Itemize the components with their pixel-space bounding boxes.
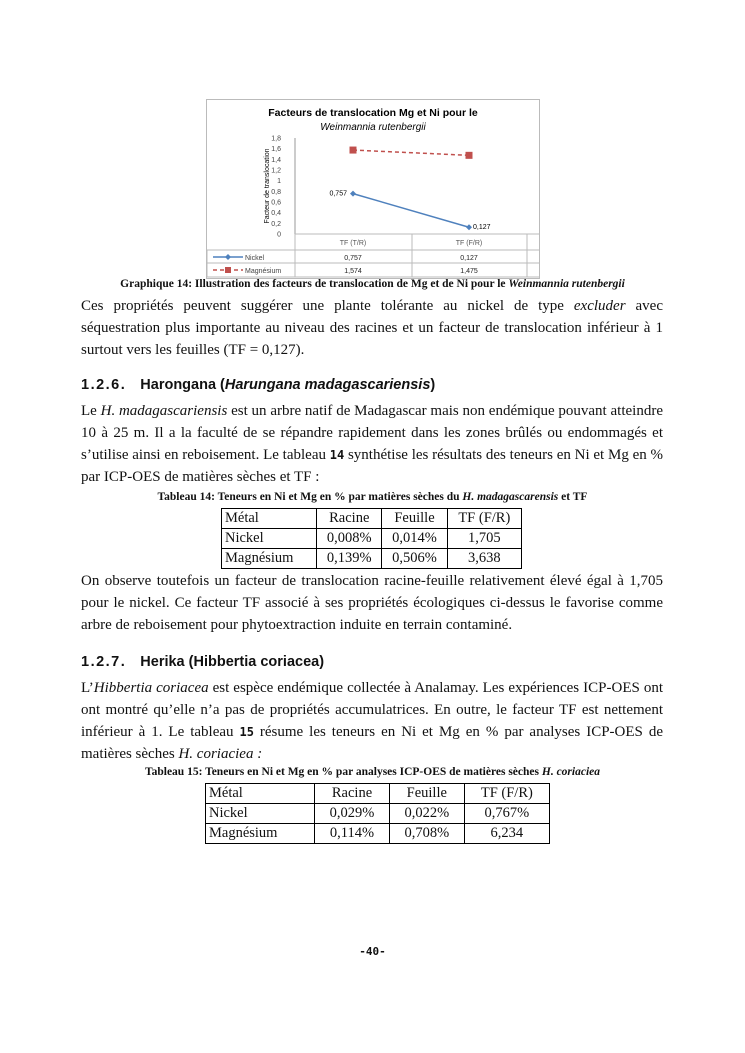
y-tick-label: 0,8 [271, 188, 281, 196]
translocation-chart [206, 99, 540, 279]
category-label: TF (F/R) [455, 240, 483, 247]
text: Le [81, 403, 101, 419]
legend-label: Nickel [245, 255, 265, 262]
cell: Nickel [206, 804, 315, 824]
heading-text: ) [430, 377, 436, 393]
data-point [466, 152, 473, 159]
legend-marker [225, 254, 231, 260]
caption-text: Tableau 15: Teneurs en Ni et Mg en % par analyses ICP-OES de matières sèches [145, 766, 542, 778]
table-14-caption [0, 491, 745, 503]
cell: 0,014% [382, 529, 447, 549]
chart-title: Facteurs de translocation Mg et Ni pour le [268, 107, 478, 119]
table-row [222, 549, 522, 569]
heading-number: 1.2.6. [81, 377, 127, 393]
table-value: 1,574 [344, 268, 362, 275]
text: Ces propriétés peuvent suggérer une plante tolérante au nickel de type [81, 298, 574, 314]
text: avec séquestration plus importante au niveau des racines et un facteur de translocation inférieur à 1 surtout vers les feuilles (TF = 0,127). [81, 298, 663, 358]
chart-subtitle: Weinmannia rutenbergii [320, 122, 426, 133]
text: L’ [81, 680, 94, 696]
text-italic: H. madagascariensis [100, 403, 228, 419]
header-cell: Feuille [389, 784, 464, 804]
text: est un arbre natif de Madagascar mais non endémique pouvant atteindre 10 à 25 m. Il a la faculté de se répandre rapidement dans les zones brûlés ou endommagés et s’utilise ainsi en reboisement. Le tableau [81, 403, 663, 463]
header-cell: Racine [317, 509, 382, 529]
table-row [222, 529, 522, 549]
header-cell: Métal [222, 509, 317, 529]
cell: 0,114% [315, 824, 390, 844]
table-row [206, 804, 550, 824]
cell: 0,139% [317, 549, 382, 569]
series-line-magnésium [353, 150, 469, 155]
caption-species: H. madagascarensis [462, 491, 559, 503]
caption-text: Graphique 14: Illustration des facteurs de translocation de Mg et de Ni pour le [120, 278, 509, 290]
data-label: 0,127 [473, 224, 491, 232]
legend-label: Magnésium [245, 268, 282, 275]
header-cell: Feuille [382, 509, 447, 529]
cell: 0,022% [389, 804, 464, 824]
y-tick-label: 0 [277, 231, 281, 239]
header-cell: Racine [315, 784, 390, 804]
section-heading-1-2-6 [81, 377, 435, 393]
data-point [350, 191, 356, 197]
table-value: 0,127 [460, 255, 478, 262]
table-15 [205, 783, 550, 844]
paragraph-4 [81, 677, 663, 765]
cell: 3,638 [447, 549, 521, 569]
caption-species: Weinmannia rutenbergii [508, 278, 625, 290]
cell: Magnésium [206, 824, 315, 844]
paragraph-2 [81, 400, 663, 488]
text: résume les teneurs en Ni et Mg en % par analyses ICP-OES de matières sèches [81, 724, 663, 762]
cell: 0,506% [382, 549, 447, 569]
header-cell: TF (F/R) [464, 784, 549, 804]
table-14 [221, 508, 522, 569]
page-number: -40- [359, 945, 386, 958]
paragraph-3: On observe toutefois un facteur de translocation racine-feuille relativement élevé égal à 1,705 pour le nickel. Ce facteur TF associé à ses propriétés écologiques ci-dessus le favorise comme arbre de reboisement pour phytoextraction induite en terrain contaminé. [81, 573, 663, 633]
table-header-row [206, 784, 550, 804]
y-tick-label: 0,6 [271, 199, 281, 207]
table-value: 1,475 [460, 268, 478, 275]
caption-text: et TF [558, 491, 588, 503]
y-tick-label: 1,8 [271, 135, 281, 143]
data-point [466, 224, 472, 230]
header-cell: TF (F/R) [447, 509, 521, 529]
data-label: 0,757 [329, 190, 347, 198]
heading-species: Harungana madagascariensis [224, 377, 431, 393]
table-row [206, 824, 550, 844]
y-tick-label: 1,6 [271, 146, 281, 154]
cell: 6,234 [464, 824, 549, 844]
table-15-caption [0, 766, 745, 778]
caption-text: Tableau 14: Teneurs en Ni et Mg en % par matières sèches du [157, 491, 463, 503]
data-point [350, 147, 357, 154]
caption-species: H. coriaciea [541, 766, 600, 778]
text: est espèce endémique collectée à Analamay. Les expériences ICP-OES ont ont montré qu’elle n’a pas de propriétés accumulatrices. En outre, le facteur TF est nettement inférieur à 1. Le tableau [81, 680, 664, 740]
cell: 0,029% [315, 804, 390, 824]
heading-text: Harongana ( [140, 377, 225, 393]
heading-text: Herika (Hibbertia coriacea) [140, 654, 325, 670]
table-reference: 14 [329, 448, 345, 462]
section-heading-1-2-7 [81, 654, 324, 670]
y-axis-label: Facteur de translocation [264, 148, 271, 224]
text: synthétise les résultats des teneurs en Ni et Mg en % par ICP-OES de matières sèches et TF : [81, 447, 664, 485]
y-tick-label: 1,2 [271, 167, 281, 175]
series-line-nickel [353, 194, 469, 228]
cell: 0,008% [317, 529, 382, 549]
y-tick-label: 1,4 [271, 156, 281, 164]
text-italic: Hibbertia coriacea [93, 680, 209, 696]
figure-caption [0, 278, 745, 290]
cell: 0,708% [389, 824, 464, 844]
text-italic: excluder [573, 298, 626, 314]
text-italic: H. coriaciea : [178, 746, 263, 762]
y-tick-label: 1 [277, 178, 281, 186]
category-label: TF (T/R) [339, 240, 367, 247]
y-tick-label: 0,4 [271, 210, 281, 218]
header-cell: Métal [206, 784, 315, 804]
cell: Magnésium [222, 549, 317, 569]
paragraph-1 [81, 295, 663, 361]
heading-number: 1.2.7. [81, 654, 127, 670]
table-header-row [222, 509, 522, 529]
cell: Nickel [222, 529, 317, 549]
cell: 0,767% [464, 804, 549, 824]
table-value: 0,757 [344, 255, 362, 262]
y-tick-label: 0,2 [271, 220, 281, 228]
table-reference: 15 [239, 725, 254, 739]
cell: 1,705 [447, 529, 521, 549]
legend-marker [225, 267, 231, 273]
